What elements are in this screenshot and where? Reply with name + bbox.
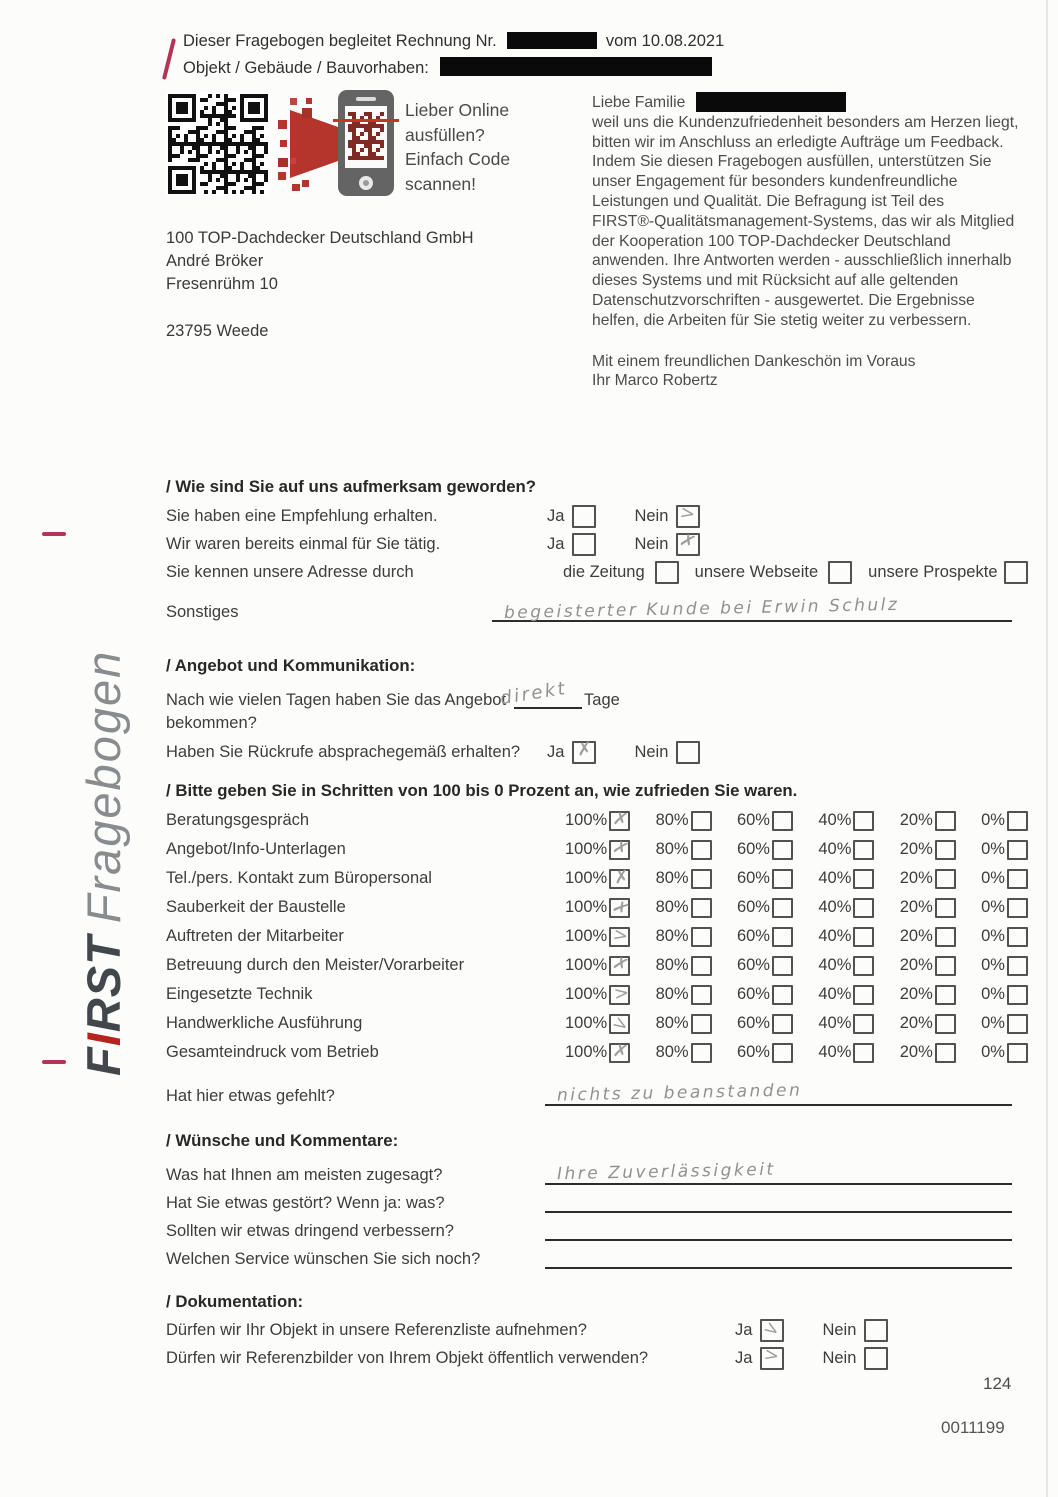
checkbox-nein[interactable] — [864, 1347, 888, 1370]
wish-write-line[interactable] — [545, 1243, 1012, 1269]
handwritten-check-mark: > — [759, 1316, 785, 1342]
question-text-after: Tage — [584, 691, 620, 709]
sender-city: 23795 Weede — [166, 322, 269, 340]
percent-label: 60% — [736, 1043, 770, 1061]
checkbox-0pct[interactable] — [1007, 840, 1028, 860]
letter-body-line: bitten wir im Anschluss an erledigte Aufträge um Feedback. — [592, 133, 1004, 151]
percent-label: 100% — [565, 985, 608, 1003]
question-row-adresse-durch — [166, 558, 1028, 586]
section-wishes-comments — [166, 1131, 1012, 1269]
checkbox-60pct[interactable] — [772, 840, 793, 860]
checkbox-40pct[interactable] — [853, 869, 874, 889]
wish-write-line[interactable] — [545, 1215, 1012, 1241]
checkbox-20pct[interactable] — [935, 898, 956, 918]
sonstiges-label: Sonstiges — [166, 603, 239, 621]
percent-label: 80% — [655, 1043, 689, 1061]
percent-label: 100% — [565, 840, 608, 858]
checkbox-100pct[interactable] — [609, 951, 632, 977]
checkbox-100pct[interactable] — [608, 1011, 633, 1037]
first-fragebogen-logo — [70, 520, 142, 1085]
invoice-line-prefix: Dieser Fragebogen begleitet Rechnung Nr. — [183, 32, 497, 50]
question-label: Hat Sie etwas gestört? Wenn ja: was? — [166, 1194, 445, 1212]
checkbox-0pct[interactable] — [1007, 811, 1028, 831]
percent-label: 60% — [736, 1014, 770, 1032]
checkbox-20pct[interactable] — [935, 1043, 956, 1063]
handwritten-entry: Ihre Zuverlässigkeit — [556, 1159, 776, 1185]
handwritten-check-mark: > — [608, 1011, 633, 1037]
redaction-bar-family-name — [696, 92, 846, 112]
option-label-zeitung: die Zeitung — [563, 562, 645, 581]
sonstiges-write-line[interactable] — [492, 596, 1012, 622]
wish-write-line[interactable] — [545, 1159, 1012, 1185]
checkbox-ja[interactable] — [572, 505, 596, 528]
percent-label: 80% — [655, 898, 689, 916]
percent-label: 100% — [565, 1043, 608, 1061]
ja-label: Ja — [735, 1348, 753, 1367]
checkbox-40pct[interactable] — [853, 811, 874, 831]
percent-label: 40% — [818, 927, 852, 945]
sender-address-block — [166, 227, 474, 343]
document-header — [183, 28, 724, 82]
percent-label: 0% — [981, 927, 1005, 945]
handwritten-check-mark: ✗ — [613, 865, 631, 889]
invoice-line — [183, 28, 724, 55]
satisfaction-criterion-label: Beratungsgespräch — [166, 811, 310, 829]
percent-label: 40% — [818, 869, 852, 887]
checkbox-40pct[interactable] — [853, 1043, 874, 1063]
checkbox-60pct[interactable] — [772, 811, 793, 831]
question-label: Dürfen wir Ihr Objekt in unsere Referenzliste aufnehmen? — [166, 1320, 587, 1339]
handwritten-check-mark: ✗ — [611, 1039, 631, 1063]
checkbox-80pct[interactable] — [691, 927, 712, 947]
question-label: Dürfen wir Referenzbilder von Ihrem Objekt öffentlich verwenden? — [166, 1348, 649, 1367]
percent-label: 60% — [736, 898, 770, 916]
letter-body-line: dieses Systems und mit Rücksicht auf alle geltenden — [592, 272, 959, 290]
question-row-rueckrufe — [166, 738, 1028, 766]
percent-label: 0% — [981, 811, 1005, 829]
checkbox-prospekte[interactable] — [1004, 561, 1028, 584]
percent-label: 100% — [565, 898, 608, 916]
section-satisfaction — [166, 781, 1028, 1067]
percent-label: 0% — [981, 869, 1005, 887]
question-label: Haben Sie Rückrufe absprachegemäß erhalten? — [166, 742, 521, 761]
option-label-webseite: unsere Webseite — [694, 562, 819, 581]
question-row-referenzbilder — [166, 1344, 1028, 1372]
letter-block — [592, 92, 1032, 391]
registration-dash-bottom — [42, 1060, 66, 1064]
percent-label: 0% — [981, 840, 1005, 858]
percent-label: 40% — [818, 898, 852, 916]
letter-body-line: Leistungen und Qualität. Die Befragung ist Teil des — [592, 192, 945, 210]
section-satisfaction-heading: / Bitte geben Sie in Schritten von 100 bis 0 Prozent an, wie zufrieden Sie waren. — [166, 781, 798, 800]
checkbox-ja[interactable] — [759, 1316, 785, 1342]
satisfaction-criterion-label: Tel./pers. Kontakt zum Büropersonal — [166, 869, 432, 887]
percent-label: 20% — [899, 1014, 933, 1032]
object-line-label: Objekt / Gebäude / Bauvorhaben: — [183, 59, 429, 77]
checkbox-60pct[interactable] — [772, 1014, 793, 1034]
letter-body-line: Datenschutzvorschriften - ausgewertet. Die Ergebnisse — [592, 291, 975, 309]
checkbox-zeitung[interactable] — [655, 561, 679, 584]
handwritten-check-mark: ✗ — [611, 807, 631, 831]
percent-label: 60% — [736, 811, 770, 829]
section-offer-heading: / Angebot und Kommunikation: — [166, 656, 416, 675]
percent-label: 20% — [899, 1043, 933, 1061]
checkbox-80pct[interactable] — [691, 840, 712, 860]
section-awareness — [166, 477, 1028, 586]
percent-label: 80% — [655, 869, 689, 887]
letter-body-line: weil uns die Kundenzufriedenheit besonders am Herzen liegt, — [592, 113, 1019, 131]
checkbox-20pct[interactable] — [935, 811, 956, 831]
ja-label: Ja — [735, 1320, 753, 1339]
percent-label: 0% — [981, 956, 1005, 974]
handwritten-check-mark: ✗ — [576, 737, 594, 761]
satisfaction-row — [166, 806, 1028, 835]
percent-label: 100% — [565, 927, 608, 945]
percent-label: 20% — [899, 869, 933, 887]
percent-label: 40% — [818, 840, 852, 858]
percent-label: 80% — [655, 840, 689, 858]
checkbox-ja[interactable] — [572, 737, 596, 764]
handwritten-check-mark: > — [611, 923, 631, 947]
percent-label: 20% — [899, 956, 933, 974]
letter-salutation-line — [592, 92, 1032, 113]
letter-body-line: der Kooperation 100 TOP-Dachdecker Deutschland — [592, 232, 951, 250]
checkbox-webseite[interactable] — [828, 561, 852, 584]
qr-code — [166, 92, 270, 196]
checkbox-0pct[interactable] — [1007, 869, 1028, 889]
question-text-before: Nach wie vielen Tagen haben Sie das Angebot — [166, 691, 507, 709]
checkbox-80pct[interactable] — [691, 869, 712, 889]
logo-word-fragebogen: Fragebogen — [77, 649, 130, 924]
section-documentation — [166, 1292, 1028, 1372]
checkbox-80pct[interactable] — [691, 956, 712, 976]
scan-promo-line: scannen! — [405, 173, 477, 194]
percent-label: 40% — [818, 1014, 852, 1032]
tage-write-line[interactable] — [498, 677, 582, 710]
checkbox-100pct[interactable] — [609, 835, 632, 861]
checkbox-nein[interactable] — [864, 1319, 888, 1342]
wish-write-line[interactable] — [545, 1187, 1012, 1213]
letter-body-line: unser Engagement für besonders kundenfreundliche — [592, 173, 958, 191]
scan-edge-artifact — [1046, 0, 1048, 1497]
percent-label: 80% — [655, 811, 689, 829]
question-row-empfehlung — [166, 502, 1028, 530]
percent-label: 60% — [736, 840, 770, 858]
checkbox-80pct[interactable] — [691, 985, 712, 1005]
percent-label: 60% — [736, 985, 770, 1003]
handwritten-check-mark: > — [762, 1343, 782, 1367]
letter-salutation: Liebe Familie — [592, 94, 686, 111]
letter-signature: Ihr Marco Robertz — [592, 372, 718, 390]
checkbox-60pct[interactable] — [772, 1043, 793, 1063]
percent-label: 20% — [899, 898, 933, 916]
checkbox-20pct[interactable] — [935, 840, 956, 860]
sender-contact: André Bröker — [166, 252, 264, 270]
percent-label: 0% — [981, 1043, 1005, 1061]
handwritten-entry: nichts zu beanstanden — [556, 1080, 803, 1106]
registration-dash-top — [42, 532, 66, 536]
satisfaction-row — [166, 980, 1028, 1009]
percent-label: 20% — [899, 985, 933, 1003]
checkbox-nein[interactable] — [676, 501, 700, 528]
question-label: Sie haben eine Empfehlung erhalten. — [166, 506, 438, 525]
handwritten-check-mark: ✗ — [676, 528, 699, 554]
percent-label: 40% — [818, 985, 852, 1003]
checkbox-100pct[interactable] — [609, 923, 631, 947]
checkbox-20pct[interactable] — [935, 985, 956, 1005]
letter-closing: Mit einem freundlichen Dankeschön im Voraus — [592, 352, 916, 370]
scan-promo-line: Einfach Code — [405, 149, 511, 169]
satisfaction-criterion-label: Auftreten der Mitarbeiter — [166, 927, 344, 945]
wish-row — [166, 1213, 1012, 1241]
phone-screen — [345, 106, 387, 168]
checkbox-20pct[interactable] — [935, 956, 956, 976]
checkbox-0pct[interactable] — [1007, 927, 1028, 947]
page-number: 124 — [983, 1374, 1012, 1393]
question-label: Was hat Ihnen am meisten zugesagt? — [166, 1166, 443, 1184]
logo-first-f: F — [77, 1046, 130, 1076]
handwritten-entry: direkt — [498, 677, 569, 710]
percent-label: 40% — [818, 811, 852, 829]
letter-body-line: anwenden. Ihre Antworten werden - ausschließlich innerhalb — [592, 252, 1012, 270]
letter-body-line: Indem Sie diesen Fragebogen ausfüllen, unterstützen Sie — [592, 153, 992, 171]
percent-label: 0% — [981, 1014, 1005, 1032]
percent-label: 40% — [818, 1043, 852, 1061]
handwritten-check-mark: ✗ — [609, 835, 632, 861]
question-label: Wir waren bereits einmal für Sie tätig. — [166, 534, 441, 553]
satisfaction-grid — [166, 806, 1028, 1067]
nein-label: Nein — [634, 534, 669, 553]
question-row-bereits-taetig — [166, 530, 1028, 558]
sonstiges-row — [166, 596, 1012, 622]
checkbox-20pct[interactable] — [935, 869, 956, 889]
satisfaction-row — [166, 1009, 1028, 1038]
percent-label: 20% — [899, 927, 933, 945]
satisfaction-row — [166, 922, 1028, 951]
handwritten-check-mark: ✗ — [608, 895, 633, 921]
gap-question-row — [166, 1080, 1012, 1106]
checkbox-80pct[interactable] — [691, 1043, 712, 1063]
question-label: Sie kennen unsere Adresse durch — [166, 562, 414, 581]
percent-label: 0% — [981, 898, 1005, 916]
percent-label: 60% — [736, 956, 770, 974]
percent-label: 100% — [565, 811, 608, 829]
section-wishes-heading: / Wünsche und Kommentare: — [166, 1131, 399, 1150]
checkbox-100pct[interactable] — [609, 1039, 631, 1063]
phone-qr-preview — [345, 106, 387, 168]
gap-write-line[interactable] — [545, 1080, 1012, 1106]
phone-home-button — [359, 176, 373, 190]
accent-slash — [162, 38, 176, 80]
checkbox-60pct[interactable] — [772, 869, 793, 889]
redaction-bar-object — [440, 57, 712, 76]
wish-row — [166, 1241, 1012, 1269]
document-number: 0011199 — [941, 1418, 1005, 1437]
checkbox-40pct[interactable] — [853, 985, 874, 1005]
section-offer-communication — [166, 656, 1028, 766]
checkbox-80pct[interactable] — [691, 898, 712, 918]
ja-label: Ja — [547, 506, 565, 525]
wish-row — [166, 1157, 1012, 1185]
section-awareness-heading: / Wie sind Sie auf uns aufmerksam geworden? — [166, 477, 537, 496]
percent-label: 100% — [565, 869, 608, 887]
option-label-prospekte: unsere Prospekte — [868, 562, 998, 581]
checkbox-100pct[interactable] — [608, 895, 633, 921]
percent-label: 100% — [565, 956, 608, 974]
question-text-line2: bekommen? — [166, 714, 257, 732]
checkbox-40pct[interactable] — [853, 956, 874, 976]
question-label: Sollten wir etwas dringend verbessern? — [166, 1222, 454, 1240]
checkbox-0pct[interactable] — [1007, 956, 1028, 976]
checkbox-100pct[interactable] — [609, 981, 631, 1005]
checkbox-0pct[interactable] — [1007, 1043, 1028, 1063]
ja-label: Ja — [547, 742, 565, 761]
question-label: Hat hier etwas gefehlt? — [166, 1087, 335, 1105]
redaction-bar-invoice-number — [507, 32, 597, 49]
checkbox-20pct[interactable] — [935, 1014, 956, 1034]
checkbox-60pct[interactable] — [772, 985, 793, 1005]
checkbox-ja[interactable] — [760, 1343, 784, 1370]
satisfaction-row — [166, 835, 1028, 864]
checkbox-60pct[interactable] — [772, 927, 793, 947]
checkbox-100pct[interactable] — [609, 865, 631, 889]
nein-label: Nein — [634, 742, 669, 761]
logo-first-i: I — [77, 1032, 130, 1047]
wish-row — [166, 1185, 1012, 1213]
percent-label: 0% — [981, 985, 1005, 1003]
percent-label: 60% — [736, 869, 770, 887]
question-row-angebot-tage — [166, 677, 1028, 710]
checkbox-20pct[interactable] — [935, 927, 956, 947]
smartphone-icon — [338, 90, 394, 196]
checkbox-80pct[interactable] — [691, 811, 712, 831]
satisfaction-row — [166, 1038, 1028, 1067]
sender-company: 100 TOP-Dachdecker Deutschland GmbH — [166, 229, 474, 247]
nein-label: Nein — [634, 506, 669, 525]
satisfaction-criterion-label: Handwerkliche Ausführung — [166, 1014, 363, 1032]
checkbox-40pct[interactable] — [853, 840, 874, 860]
percent-label: 100% — [565, 1014, 608, 1032]
logo-first-rst: RST — [77, 935, 130, 1033]
sender-street: Fresenrühm 10 — [166, 275, 278, 293]
checkbox-40pct[interactable] — [853, 927, 874, 947]
question-label: Welchen Service wünschen Sie sich noch? — [166, 1250, 481, 1268]
letter-body-line: helfen, die Arbeiten für Sie stetig weiter zu verbessern. — [592, 311, 972, 329]
percent-label: 20% — [899, 840, 933, 858]
satisfaction-criterion-label: Gesamteindruck vom Betrieb — [166, 1043, 379, 1061]
satisfaction-row — [166, 893, 1028, 922]
question-row-referenzliste — [166, 1316, 1028, 1344]
checkbox-40pct[interactable] — [853, 1014, 874, 1034]
checkbox-nein[interactable] — [676, 741, 700, 764]
percent-label: 60% — [736, 927, 770, 945]
scan-line — [333, 119, 399, 122]
checkbox-nein[interactable] — [676, 528, 700, 556]
checkbox-100pct[interactable] — [609, 807, 631, 831]
handwritten-check-mark: > — [613, 981, 631, 1005]
percent-label: 80% — [655, 956, 689, 974]
object-line — [183, 55, 724, 82]
letter-body — [592, 113, 1032, 331]
satisfaction-criterion-label: Sauberkeit der Baustelle — [166, 898, 346, 916]
letter-body-line: FIRST®-Qualitätsmanagement-Systems, das wir als Mitglied — [592, 212, 1015, 230]
invoice-line-suffix: vom 10.08.2021 — [605, 32, 725, 50]
handwritten-check-mark: ✗ — [609, 951, 632, 977]
percent-label: 20% — [899, 811, 933, 829]
nein-label: Nein — [822, 1320, 857, 1339]
satisfaction-row — [166, 864, 1028, 893]
satisfaction-criterion-label: Eingesetzte Technik — [166, 985, 313, 1003]
percent-label: 80% — [655, 985, 689, 1003]
phone-speaker — [356, 97, 376, 101]
handwritten-entry: begeisterter Kunde bei Erwin Schulz — [503, 594, 900, 624]
handwritten-check-mark: > — [678, 501, 698, 525]
satisfaction-criterion-label: Betreuung durch den Meister/Vorarbeiter — [166, 956, 465, 974]
ja-label: Ja — [547, 534, 565, 553]
nein-label: Nein — [822, 1348, 857, 1367]
checkbox-80pct[interactable] — [691, 1014, 712, 1034]
scan-promo-line: ausfüllen? — [405, 124, 485, 145]
scan-promo-text — [405, 98, 510, 196]
checkbox-0pct[interactable] — [1007, 898, 1028, 918]
checkbox-ja[interactable] — [572, 533, 596, 556]
checkbox-0pct[interactable] — [1007, 985, 1028, 1005]
checkbox-60pct[interactable] — [772, 956, 793, 976]
percent-label: 80% — [655, 1014, 689, 1032]
satisfaction-criterion-label: Angebot/Info-Unterlagen — [166, 840, 346, 858]
section-documentation-heading: / Dokumentation: — [166, 1292, 304, 1311]
checkbox-60pct[interactable] — [772, 898, 793, 918]
scan-promo-line: Lieber Online — [405, 100, 510, 120]
percent-label: 40% — [818, 956, 852, 974]
percent-label: 80% — [655, 927, 689, 945]
checkbox-0pct[interactable] — [1007, 1014, 1028, 1034]
satisfaction-row — [166, 951, 1028, 980]
checkbox-40pct[interactable] — [853, 898, 874, 918]
